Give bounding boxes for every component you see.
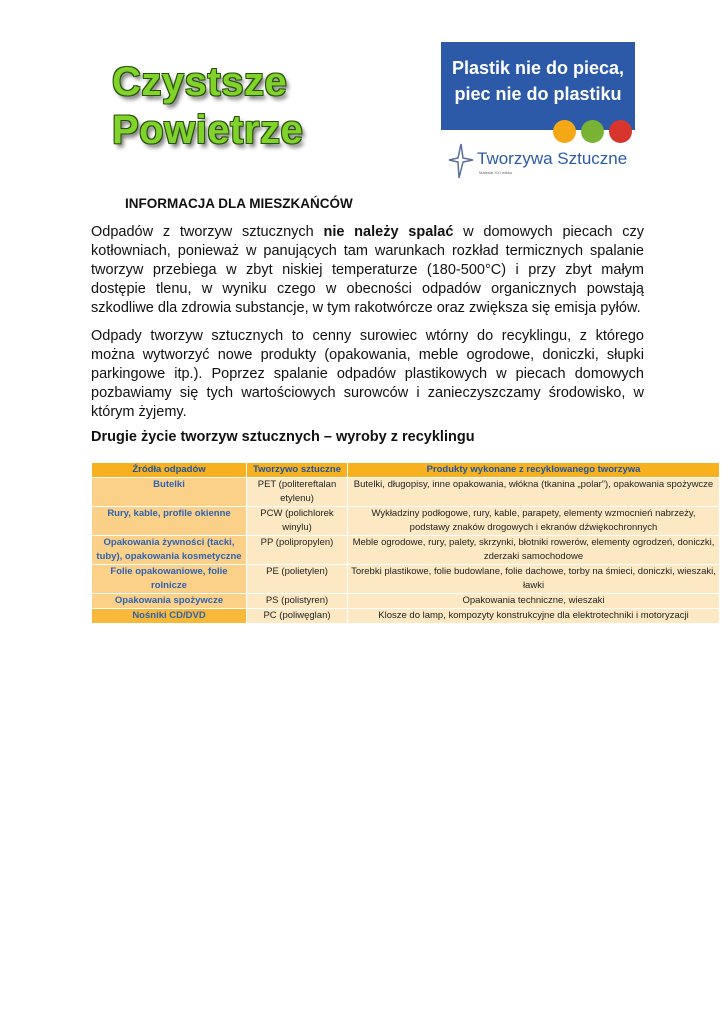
colored-dots bbox=[553, 120, 635, 142]
slogan-line-2: piec nie do plastiku bbox=[454, 84, 622, 104]
table-row bbox=[92, 594, 720, 609]
brand-tagline: Materiał XXI wieku bbox=[479, 170, 513, 175]
section-title: Drugie życie tworzyw sztucznych – wyroby z recyklingu bbox=[91, 429, 475, 445]
brand-name: Tworzywa Sztuczne bbox=[477, 149, 628, 168]
row-source: Folie opakowaniowe, folie rolnicze bbox=[92, 565, 247, 594]
header-products: Produkty wykonane z recyklowanego tworzywa bbox=[348, 463, 720, 478]
paragraph-2: Odpady tworzyw sztucznych to cenny surowiec wtórny do recyklingu, z którego można wytworzyć nowe produkty (opakowania, meble ogrodowe, doniczki, słupki parkingowe itp.). Poprzez spalanie odpadów plastikowych w piecach domowych pozbawiamy się tych wartościowych surowców i zanieczyszczamy środowisko, w którym żyjemy. bbox=[91, 328, 644, 420]
red-dot-icon bbox=[609, 120, 632, 143]
row-material: PCW (polichlorek winylu) bbox=[247, 507, 348, 536]
recycling-table bbox=[91, 462, 720, 624]
table-header-row bbox=[92, 463, 720, 478]
czystsze-powietrze-logo bbox=[112, 58, 322, 158]
row-products: Meble ogrodowe, rury, palety, skrzynki, błotniki rowerów, elementy ogrodzeń, doniczki, zderzaki samochodowe bbox=[348, 536, 720, 565]
orange-dot-icon bbox=[553, 120, 576, 143]
row-source: Nośniki CD/DVD bbox=[92, 609, 247, 624]
header-material: Tworzywo sztuczne bbox=[247, 463, 348, 478]
paragraph-1-start: Odpadów z tworzyw sztucznych bbox=[91, 224, 324, 240]
row-source: Opakowania żywności (tacki, tuby), opakowania kosmetyczne bbox=[92, 536, 247, 565]
row-source: Butelki bbox=[92, 478, 247, 507]
row-material: PC (poliwęglan) bbox=[247, 609, 348, 624]
star-swoosh-icon bbox=[447, 140, 475, 180]
table-row bbox=[92, 609, 720, 624]
row-source: Opakowania spożywcze bbox=[92, 594, 247, 609]
table-row bbox=[92, 536, 720, 565]
page-heading: INFORMACJA DLA MIESZKAŃCÓW bbox=[125, 196, 353, 211]
header-source: Źródła odpadów bbox=[92, 463, 247, 478]
green-dot-icon bbox=[581, 120, 604, 143]
paragraph-1-rest: w domowych piecach czy kotłowniach, ponieważ w panujących tam warunkach rozkład termicznych spalanie tworzyw przebiega w zbyt niskiej temperaturze (180-500°C) i przy zbyt małym dostępie tlenu, w wyniku czego w obecności odpadów organicznych powstają szkodliwe dla zdrowia substancje, w tym rakotwórcze oraz zwiększa się emisja pyłów. bbox=[91, 224, 644, 316]
row-products: Wykładziny podłogowe, rury, kable, parapety, elementy wzmocnień nabrzeży, podstawy znaków drogowych i ekranów dźwiękochronnych bbox=[348, 507, 720, 536]
row-products: Butelki, długopisy, inne opakowania, włókna (tkanina „polar”), opakowania spożywcze bbox=[348, 478, 720, 507]
paragraph-1 bbox=[91, 223, 644, 318]
logo-line-1: Czystsze bbox=[112, 60, 288, 104]
row-material: PE (polietylen) bbox=[247, 565, 348, 594]
slogan-line-1: Plastik nie do pieca, bbox=[451, 58, 625, 78]
row-source: Rury, kable, profile okienne bbox=[92, 507, 247, 536]
plastik-campaign-logo bbox=[441, 42, 635, 182]
row-material: PP (polipropylen) bbox=[247, 536, 348, 565]
row-material: PET (politereftalan etylenu) bbox=[247, 478, 348, 507]
row-products: Torebki plastikowe, folie budowlane, folie dachowe, torby na śmieci, doniczki, wieszaki, ławki bbox=[348, 565, 720, 594]
row-products: Opakowania techniczne, wieszaki bbox=[348, 594, 720, 609]
table-row bbox=[92, 478, 720, 507]
row-material: PS (polistyren) bbox=[247, 594, 348, 609]
paragraph-1-emphasis: nie należy spalać bbox=[323, 224, 454, 240]
row-products: Klosze do lamp, kompozyty konstrukcyjne dla elektrotechniki i motoryzacji bbox=[348, 609, 720, 624]
table-row bbox=[92, 565, 720, 594]
table-row bbox=[92, 507, 720, 536]
logo-line-2: Powietrze bbox=[112, 108, 304, 152]
